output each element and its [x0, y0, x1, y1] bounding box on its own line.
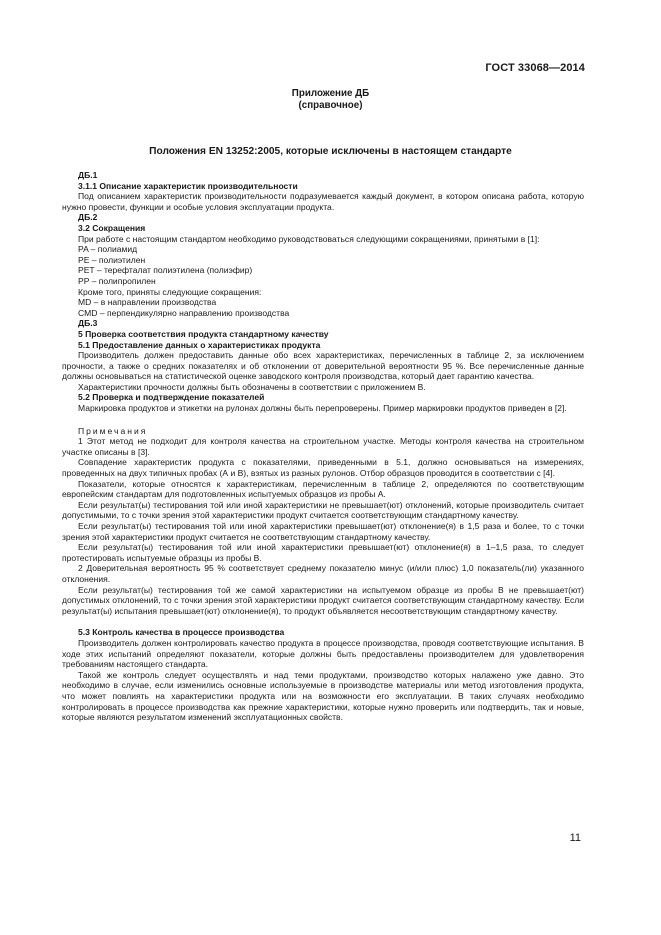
page-number: 11 [569, 832, 581, 844]
note-paragraph: Если результат(ы) тестирования той или иной характеристики превышает(ют) отклонение(я) в 1–1,5 раза, то следует протестировать испытуемые образцы из пробы В. [62, 542, 584, 563]
appendix-title: Приложение ДБ [291, 88, 370, 99]
paragraph: Производитель должен контролировать качество продукта в процессе производства, проводя соответствующие испытания. В ходе этих испытаний определяют показатели, которые должны быть предоставлены производителем для удовлетворения требованиям настоящего стандарта. [62, 637, 584, 670]
notes-heading: Примечания [78, 425, 148, 436]
list-item: PA – полиамид [78, 244, 138, 255]
document-body [62, 170, 584, 723]
section-db1: ДБ.1 [78, 170, 98, 180]
section-db3: ДБ.3 [78, 318, 98, 329]
paragraph: Такой же контроль следует осуществлять и над теми продуктами, производство которых налажено уже давно. Это необходимо в случае, если изменились основные используемые в производстве материалы или метод изготовления продукта, что может повлиять на характеристики продукта или на возможности его эксплуатации. В таких случаях необходимо контролировать в процессе производства как прежние характеристики, которые нужно проверить или подтвердить, так и новые, которые являются результатом изменений эксплуатационных свойств. [62, 669, 584, 723]
heading-5-2: 5.2 Проверка и подтверждение показателей [78, 392, 265, 403]
spacer [62, 616, 584, 627]
page-title: Положения EN 13252:2005, которые исключены в настоящем стандарте [149, 146, 512, 157]
appendix-subtitle: (справочное) [298, 100, 363, 111]
list-item: MD – в направлении производства [78, 297, 217, 308]
paragraph: Производитель должен предоставить данные обо всех характеристиках, перечисленных в таблице 2, за исключением прочности, а также о средних показателях и об отклонении от доверительной вероятности 95 %. Все перечисленные данные должны основываться на статистической оценке заводского контроля производства, который дает гарантию качества. [62, 350, 584, 382]
paragraph: Маркировка продуктов и этикетки на рулонах должны быть перепроверены. Пример маркировки продуктов приведен в [2]. [78, 403, 567, 414]
heading-5: 5 Проверка соответствия продукта стандартному качеству [78, 328, 329, 339]
list-item: PE – полиэтилен [78, 254, 146, 265]
standard-number: ГОСТ 33068—2014 [485, 62, 585, 74]
note-paragraph: Если результат(ы) тестирования той же самой характеристики на испытуемом образце из пробы В не превышает(ют) допустимых отклонений, то с точки зрения этой характеристики продукт считается соответствующим стандартному качеству. Если результат(ы) испытания превышает(ют) отклонение(я), то продукт объявляется несоответствующим стандартному качеству. [62, 584, 584, 616]
heading-5-1: 5.1 Предоставление данных о характеристиках продукта [78, 339, 321, 350]
note-paragraph: Показатели, которые относятся к характеристикам, перечисленным в таблице 2, определяются по соответствующим европейским стандартам для подготовленных испытуемых образцов из пробы А. [62, 478, 584, 500]
paragraph: Характеристики прочности должны быть обозначены в соответствии с приложением В. [78, 381, 426, 392]
note-paragraph: Если результат(ы) тестирования той или иной характеристики превышает(ют) отклонение(я) в 1,5 раза и более, то с точки зрения этой характеристики продукт считается не соответствующим стандартному качеству. [62, 521, 584, 542]
list-item: PP – полипропилен [78, 275, 156, 286]
paragraph: Под описанием характеристик производительности подразумевается каждый документ, в котором описана работа, которую нужно провести, функции и особые условия эксплуатации продукта. [62, 191, 584, 212]
section-db2: ДБ.2 [78, 212, 98, 223]
note-paragraph: Совпадение характеристик продукта с показателями, приведенными в 5.1, должно основываться на измерениях, проведенных на двух типичных пробах (А и В), взятых из разных рулонов. Отбор образцов проводится в соответствии с [4]. [62, 457, 584, 479]
paragraph: При работе с настоящим стандартом необходимо руководствоваться следующими сокращениями, принятыми в [1]: [78, 233, 540, 244]
list-item: CMD – перпендикулярно направлению производства [78, 307, 290, 318]
note-paragraph: Если результат(ы) тестирования той или иной характеристики не превышает(ют) отклонений, которые производитель считает допустимыми, то с точки зрения этой характеристики продукт считается соответствующим стандартному качеству. [62, 499, 584, 521]
paragraph: Кроме того, приняты следующие сокращения: [78, 286, 262, 297]
heading-3-1-1: 3.1.1 Описание характеристик производительности [78, 180, 298, 191]
list-item: PET – терефталат полиэтилена (полиэфир) [78, 265, 253, 276]
spacer [62, 414, 584, 426]
note-paragraph: 2 Доверительная вероятность 95 % соответствует среднему показателю минус (и/или плюс) 1,0 показатель(ли) указанного отклонения. [62, 563, 584, 584]
heading-3-2: 3.2 Сокращения [78, 222, 146, 233]
heading-5-3: 5.3 Контроль качества в процессе производства [78, 627, 285, 638]
note-paragraph: 1 Этот метод не подходит для контроля качества на строительном участке. Методы контроля качества на строительном участке описаны в [3]. [62, 436, 584, 457]
